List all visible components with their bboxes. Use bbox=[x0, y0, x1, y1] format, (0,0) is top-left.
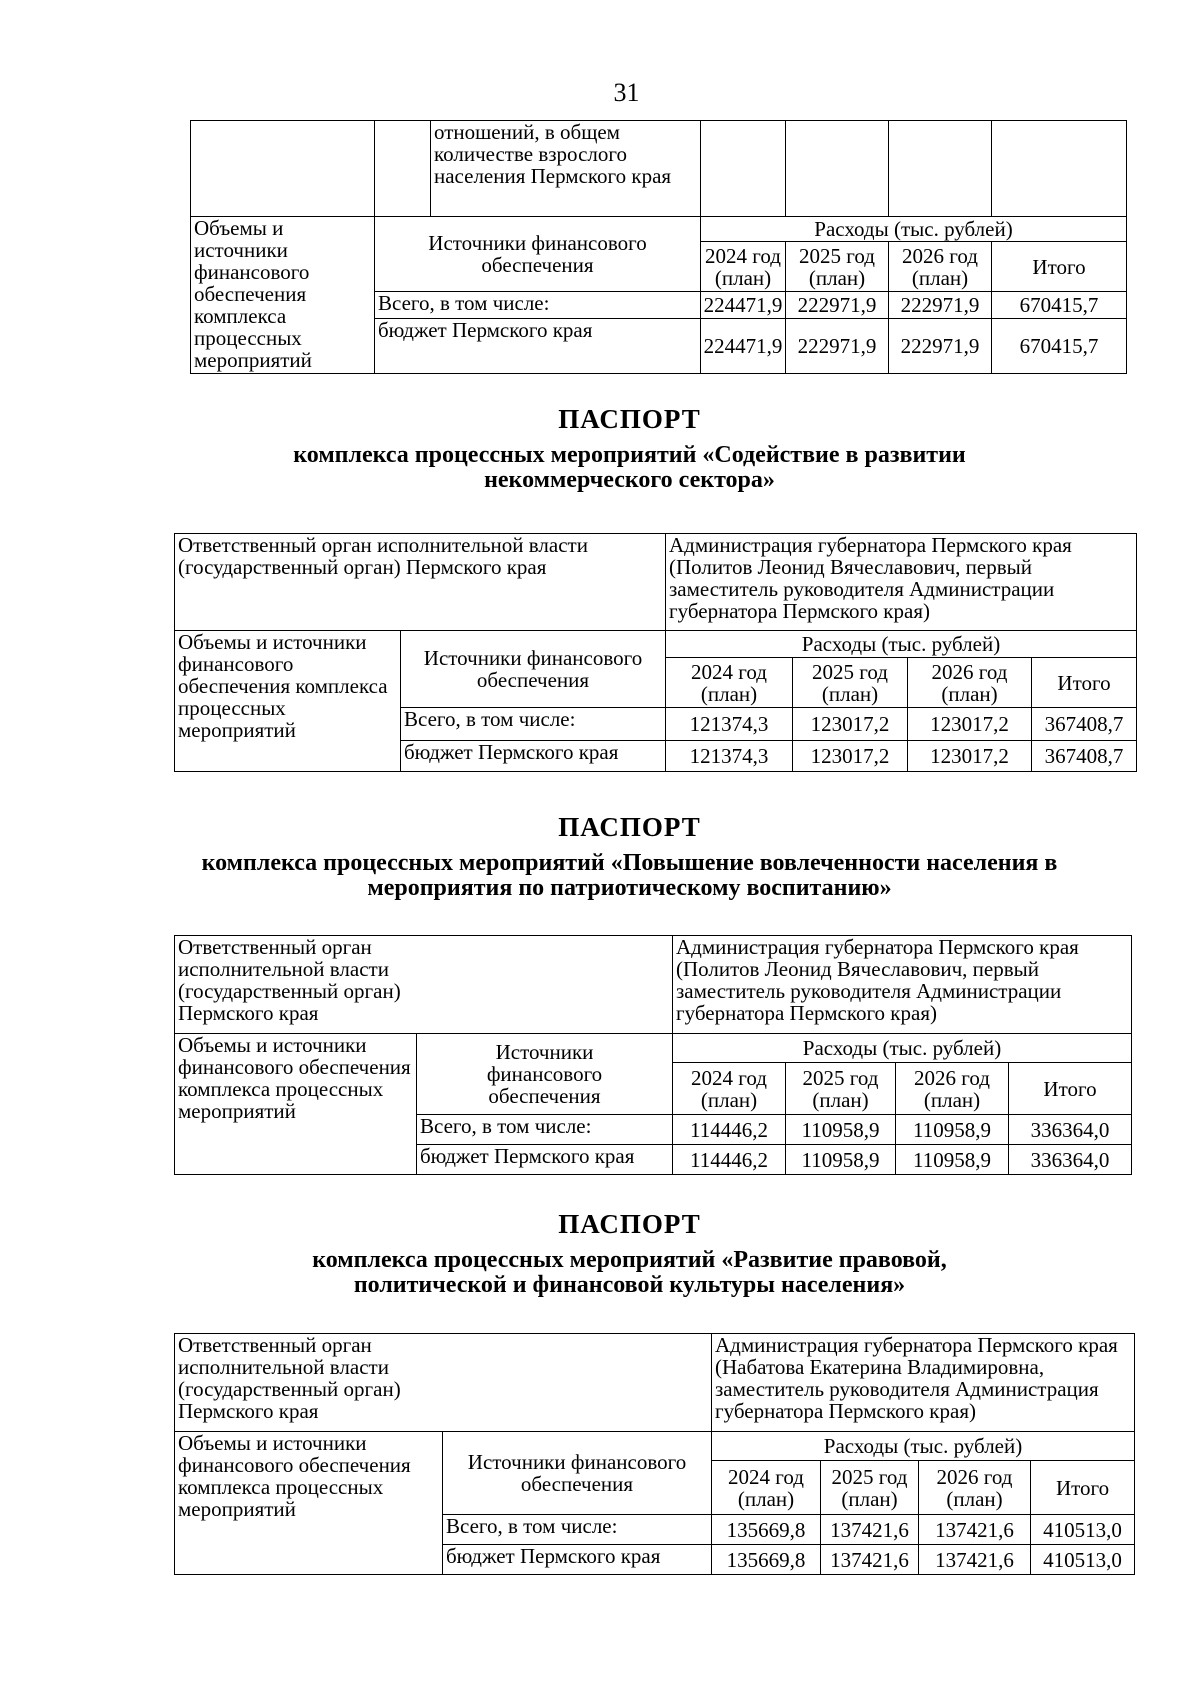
value-cell: 222971,9 bbox=[889, 292, 992, 319]
value-cell: 114446,2 bbox=[673, 1145, 786, 1175]
continuation-table bbox=[190, 120, 1127, 374]
total-cell: 336364,0 bbox=[1009, 1145, 1132, 1175]
passport-title: ПАСПОРТ bbox=[558, 812, 701, 842]
expenses-header: Расходы (тыс. рублей) bbox=[701, 217, 1127, 242]
year-header: 2026 год (план) bbox=[896, 1063, 1009, 1115]
value-cell: 110958,9 bbox=[786, 1145, 896, 1175]
sources-header: Источники финансового обеспечения bbox=[417, 1034, 673, 1115]
empty-cell bbox=[701, 121, 786, 217]
value-cell: 222971,9 bbox=[786, 319, 889, 374]
total-cell: 670415,7 bbox=[992, 292, 1127, 319]
value-cell: 110958,9 bbox=[786, 1115, 896, 1145]
responsible-value: Администрация губернатора Пермского края (Политов Леонид Вячеславович, первый заместитель руководителя Администрации губернатора Пермского края) bbox=[673, 936, 1132, 1034]
total-header: Итого bbox=[992, 242, 1127, 292]
row-label: Всего, в том числе: bbox=[417, 1115, 673, 1145]
empty-cell bbox=[191, 121, 375, 217]
value-cell: 123017,2 bbox=[793, 741, 908, 772]
total-cell: 367408,7 bbox=[1032, 741, 1137, 772]
row-label: Всего, в том числе: bbox=[375, 292, 701, 319]
row-label: Всего, в том числе: bbox=[443, 1515, 712, 1545]
value-cell: 222971,9 bbox=[786, 292, 889, 319]
value-cell: 123017,2 bbox=[793, 708, 908, 741]
expenses-header: Расходы (тыс. рублей) bbox=[712, 1432, 1135, 1461]
value-cell: 135669,8 bbox=[712, 1515, 821, 1545]
value-cell: 110958,9 bbox=[896, 1115, 1009, 1145]
responsible-value: Администрация губернатора Пермского края (Политов Леонид Вячеславович, первый заместитель руководителя Администрации губернатора Пермского края) bbox=[666, 534, 1137, 631]
value-cell: 123017,2 bbox=[908, 741, 1032, 772]
finance-label: Объемы и источники финансового обеспечения комплекса процессных мероприятий bbox=[191, 217, 375, 374]
passport-title: ПАСПОРТ bbox=[558, 404, 701, 434]
responsible-label: Ответственный орган исполнительной власти (государственный орган) Пермского края bbox=[175, 936, 673, 1034]
passport-title: ПАСПОРТ bbox=[558, 1209, 701, 1239]
empty-cell bbox=[889, 121, 992, 217]
expenses-header: Расходы (тыс. рублей) bbox=[666, 631, 1137, 658]
sources-header: Источники финансового обеспечения bbox=[375, 217, 701, 292]
total-header: Итого bbox=[1009, 1063, 1132, 1115]
responsible-label: Ответственный орган исполнительной власти (государственный орган) Пермского края bbox=[175, 1334, 712, 1432]
row-label: бюджет Пермского края bbox=[443, 1545, 712, 1575]
page-number: 31 bbox=[613, 78, 640, 107]
finance-label: Объемы и источники финансового обеспечения комплекса процессных мероприятий bbox=[175, 631, 401, 772]
value-cell: 224471,9 bbox=[701, 319, 786, 374]
row-label: бюджет Пермского края bbox=[375, 319, 701, 374]
year-header: 2025 год (план) bbox=[793, 658, 908, 708]
finance-label: Объемы и источники финансового обеспечения комплекса процессных мероприятий bbox=[175, 1432, 443, 1575]
indicator-text: отношений, в общем количестве взрослого населения Пермского края bbox=[431, 121, 701, 217]
passport-heading bbox=[0, 403, 1200, 493]
responsible-label: Ответственный орган исполнительной власти (государственный орган) Пермского края bbox=[175, 534, 666, 631]
year-header: 2024 год (план) bbox=[666, 658, 793, 708]
passport-table bbox=[174, 935, 1132, 1175]
value-cell: 135669,8 bbox=[712, 1545, 821, 1575]
value-cell: 137421,6 bbox=[821, 1545, 919, 1575]
total-cell: 367408,7 bbox=[1032, 708, 1137, 741]
passport-table bbox=[174, 533, 1137, 772]
sources-header: Источники финансового обеспечения bbox=[401, 631, 666, 708]
passport-heading bbox=[0, 1208, 1200, 1298]
total-header: Итого bbox=[1031, 1461, 1135, 1515]
empty-cell bbox=[375, 121, 431, 217]
total-cell: 410513,0 bbox=[1031, 1515, 1135, 1545]
sources-header: Источники финансового обеспечения bbox=[443, 1432, 712, 1515]
value-cell: 114446,2 bbox=[673, 1115, 786, 1145]
passport-table bbox=[174, 1333, 1135, 1575]
row-label: Всего, в том числе: bbox=[401, 708, 666, 741]
year-header: 2025 год (план) bbox=[786, 1063, 896, 1115]
year-header: 2024 год (план) bbox=[712, 1461, 821, 1515]
row-label: бюджет Пермского края bbox=[401, 741, 666, 772]
year-header: 2025 год (план) bbox=[821, 1461, 919, 1515]
passport-subtitle: комплекса процессных мероприятий «Содействие в развитии некоммерческого сектора» bbox=[293, 442, 966, 493]
year-header: 2026 год (план) bbox=[908, 658, 1032, 708]
total-cell: 670415,7 bbox=[992, 319, 1127, 374]
value-cell: 224471,9 bbox=[701, 292, 786, 319]
value-cell: 137421,6 bbox=[821, 1515, 919, 1545]
total-cell: 336364,0 bbox=[1009, 1115, 1132, 1145]
value-cell: 121374,3 bbox=[666, 708, 793, 741]
year-header: 2025 год (план) bbox=[786, 242, 889, 292]
value-cell: 137421,6 bbox=[919, 1515, 1031, 1545]
finance-label: Объемы и источники финансового обеспечения комплекса процессных мероприятий bbox=[175, 1034, 417, 1175]
passport-subtitle: комплекса процессных мероприятий «Развитие правовой, политической и финансовой культуры населения» bbox=[312, 1247, 947, 1298]
empty-cell bbox=[786, 121, 889, 217]
value-cell: 110958,9 bbox=[896, 1145, 1009, 1175]
year-header: 2026 год (план) bbox=[919, 1461, 1031, 1515]
value-cell: 121374,3 bbox=[666, 741, 793, 772]
passport-subtitle: комплекса процессных мероприятий «Повышение вовлеченности населения в мероприятия по патриотическому воспитанию» bbox=[201, 850, 1058, 901]
year-header: 2024 год (план) bbox=[673, 1063, 786, 1115]
year-header: 2024 год (план) bbox=[701, 242, 786, 292]
value-cell: 123017,2 bbox=[908, 708, 1032, 741]
expenses-header: Расходы (тыс. рублей) bbox=[673, 1034, 1132, 1063]
year-header: 2026 год (план) bbox=[889, 242, 992, 292]
total-cell: 410513,0 bbox=[1031, 1545, 1135, 1575]
passport-heading bbox=[0, 811, 1200, 901]
empty-cell bbox=[992, 121, 1127, 217]
value-cell: 137421,6 bbox=[919, 1545, 1031, 1575]
row-label: бюджет Пермского края bbox=[417, 1145, 673, 1175]
value-cell: 222971,9 bbox=[889, 319, 992, 374]
responsible-value: Администрация губернатора Пермского края (Набатова Екатерина Владимировна, заместитель руководителя Администрация губернатора Пермского края) bbox=[712, 1334, 1135, 1432]
total-header: Итого bbox=[1032, 658, 1137, 708]
